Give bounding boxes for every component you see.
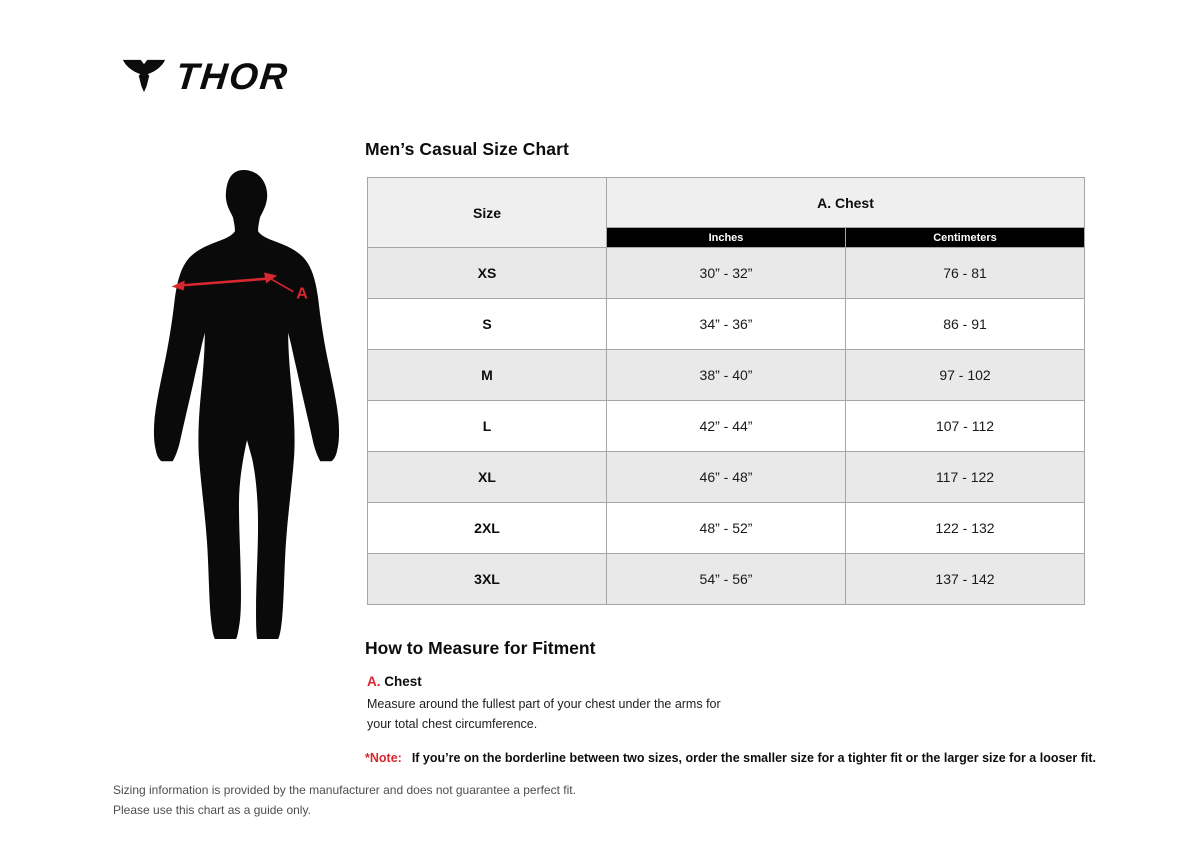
- brand-logo: [121, 54, 295, 98]
- centimeters-column-header: Centimeters: [846, 228, 1085, 248]
- body-measurement-figure: [147, 168, 349, 640]
- note-text: If you’re on the borderline between two sizes, order the smaller size for a tighter fit or the larger size for a looser fit.: [411, 751, 1096, 765]
- size-chart-table-head: [368, 178, 1085, 248]
- centimeters-cell: 76 - 81: [846, 248, 1085, 299]
- size-cell: 2XL: [368, 503, 607, 554]
- inches-cell: 46” - 48”: [607, 452, 846, 503]
- brand-wordmark: THOR: [173, 55, 291, 97]
- measure-section-title: How to Measure for Fitment: [365, 638, 596, 658]
- centimeters-cell: 86 - 91: [846, 299, 1085, 350]
- inches-cell: 30” - 32”: [607, 248, 846, 299]
- inches-cell: 38” - 40”: [607, 350, 846, 401]
- measure-item-chest: [367, 674, 729, 734]
- table-row: [368, 554, 1085, 605]
- measure-item-key: A.: [367, 674, 381, 689]
- size-cell: XL: [368, 452, 607, 503]
- size-cell: L: [368, 401, 607, 452]
- measure-item-description: Measure around the fullest part of your chest under the arms for your total chest circumference.: [367, 697, 721, 731]
- centimeters-cell: 137 - 142: [846, 554, 1085, 605]
- size-chart-title: Men’s Casual Size Chart: [365, 139, 569, 159]
- chest-marker-label: A: [296, 284, 308, 303]
- disclaimer: [113, 781, 576, 821]
- size-column-header: Size: [368, 178, 607, 248]
- size-table-body: [368, 248, 1085, 605]
- size-cell: S: [368, 299, 607, 350]
- chest-group-header: A. Chest: [607, 178, 1085, 228]
- inches-cell: 42” - 44”: [607, 401, 846, 452]
- size-cell: 3XL: [368, 554, 607, 605]
- table-row: [368, 248, 1085, 299]
- inches-column-header: Inches: [607, 228, 846, 248]
- table-row: [368, 452, 1085, 503]
- table-row: [368, 401, 1085, 452]
- centimeters-cell: 117 - 122: [846, 452, 1085, 503]
- inches-cell: 48” - 52”: [607, 503, 846, 554]
- disclaimer-line-1: Sizing information is provided by the manufacturer and does not guarantee a perfect fit.: [113, 783, 576, 797]
- size-cell: XS: [368, 248, 607, 299]
- inches-cell: 34” - 36”: [607, 299, 846, 350]
- measure-item-heading: [367, 674, 729, 689]
- table-row: [368, 299, 1085, 350]
- table-row: [368, 503, 1085, 554]
- table-row: [368, 350, 1085, 401]
- thor-horns-icon: [121, 54, 167, 98]
- centimeters-cell: 97 - 102: [846, 350, 1085, 401]
- disclaimer-line-2: Please use this chart as a guide only.: [113, 802, 311, 817]
- size-cell: M: [368, 350, 607, 401]
- note-label: *Note:: [365, 751, 402, 765]
- inches-cell: 54” - 56”: [607, 554, 846, 605]
- male-silhouette-graphic: [147, 168, 349, 640]
- measure-item-name: Chest: [384, 674, 422, 689]
- centimeters-cell: 122 - 132: [846, 503, 1085, 554]
- centimeters-cell: 107 - 112: [846, 401, 1085, 452]
- sizing-note: [365, 751, 1096, 765]
- size-chart-table: [367, 177, 1085, 605]
